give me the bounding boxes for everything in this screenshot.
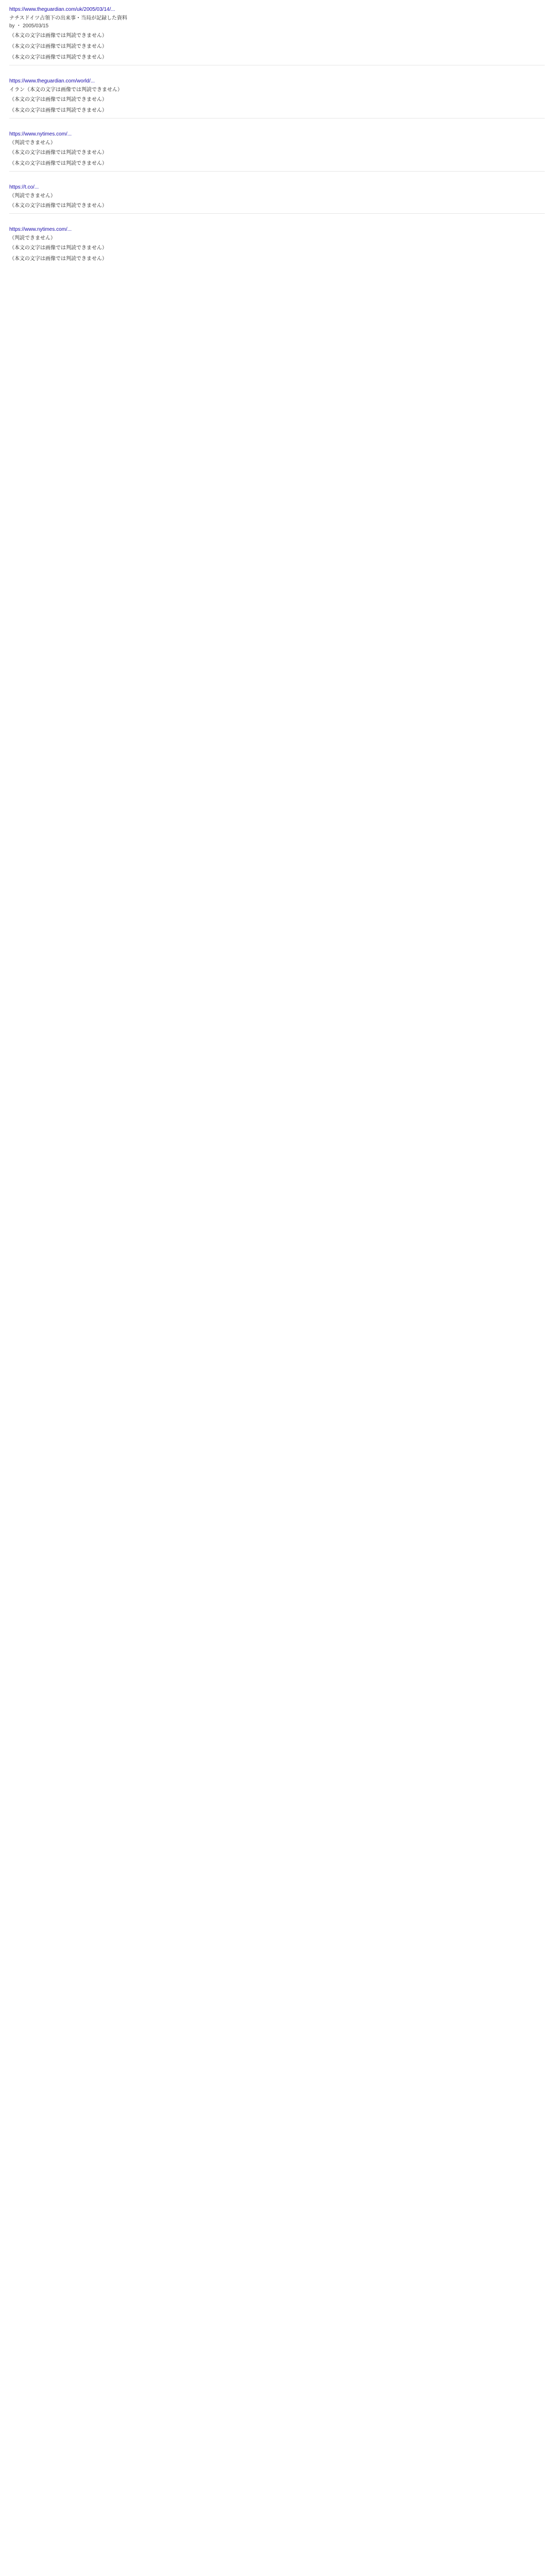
article-paragraph: （本文の文字は画像では判読できません） xyxy=(9,203,107,209)
article-link[interactable]: https://www.theguardian.com/uk/2005/03/14/... xyxy=(9,7,115,12)
article-section xyxy=(9,184,545,214)
section-divider xyxy=(9,213,545,214)
article-title: （判読できません） xyxy=(9,235,56,241)
article-section xyxy=(9,131,545,172)
article-title: （判読できません） xyxy=(9,140,56,146)
article-paragraph: （本文の文字は画像では判読できません） xyxy=(9,55,107,60)
document-body xyxy=(9,6,545,262)
article-title: イラン（本文の文字は画像では判読できません） xyxy=(9,87,123,93)
article-paragraph: （本文の文字は画像では判読できません） xyxy=(9,161,107,166)
section-divider xyxy=(9,171,545,172)
article-title: （判読できません） xyxy=(9,193,56,199)
article-link[interactable]: https://www.nytimes.com/... xyxy=(9,227,72,232)
article-paragraph: （本文の文字は画像では判読できません） xyxy=(9,97,107,103)
article-section xyxy=(9,6,545,65)
article-title: ナチスドイツ占領下の出来事・当局が記録した資料 xyxy=(9,15,128,21)
article-section xyxy=(9,226,545,262)
article-paragraph: （本文の文字は画像では判読できません） xyxy=(9,108,107,113)
article-link[interactable]: https://t.co/... xyxy=(9,184,39,190)
article-link[interactable]: https://www.nytimes.com/... xyxy=(9,131,72,137)
article-paragraph: （本文の文字は画像では判読できません） xyxy=(9,33,107,39)
article-paragraph: （本文の文字は画像では判読できません） xyxy=(9,256,107,262)
article-paragraph: （本文の文字は画像では判読できません） xyxy=(9,245,107,251)
article-section xyxy=(9,78,545,118)
article-meta: by ・ 2005/03/15 xyxy=(9,23,49,29)
article-link[interactable]: https://www.theguardian.com/world/... xyxy=(9,78,95,84)
article-paragraph: （本文の文字は画像では判読できません） xyxy=(9,44,107,49)
article-paragraph: （本文の文字は画像では判読できません） xyxy=(9,150,107,156)
